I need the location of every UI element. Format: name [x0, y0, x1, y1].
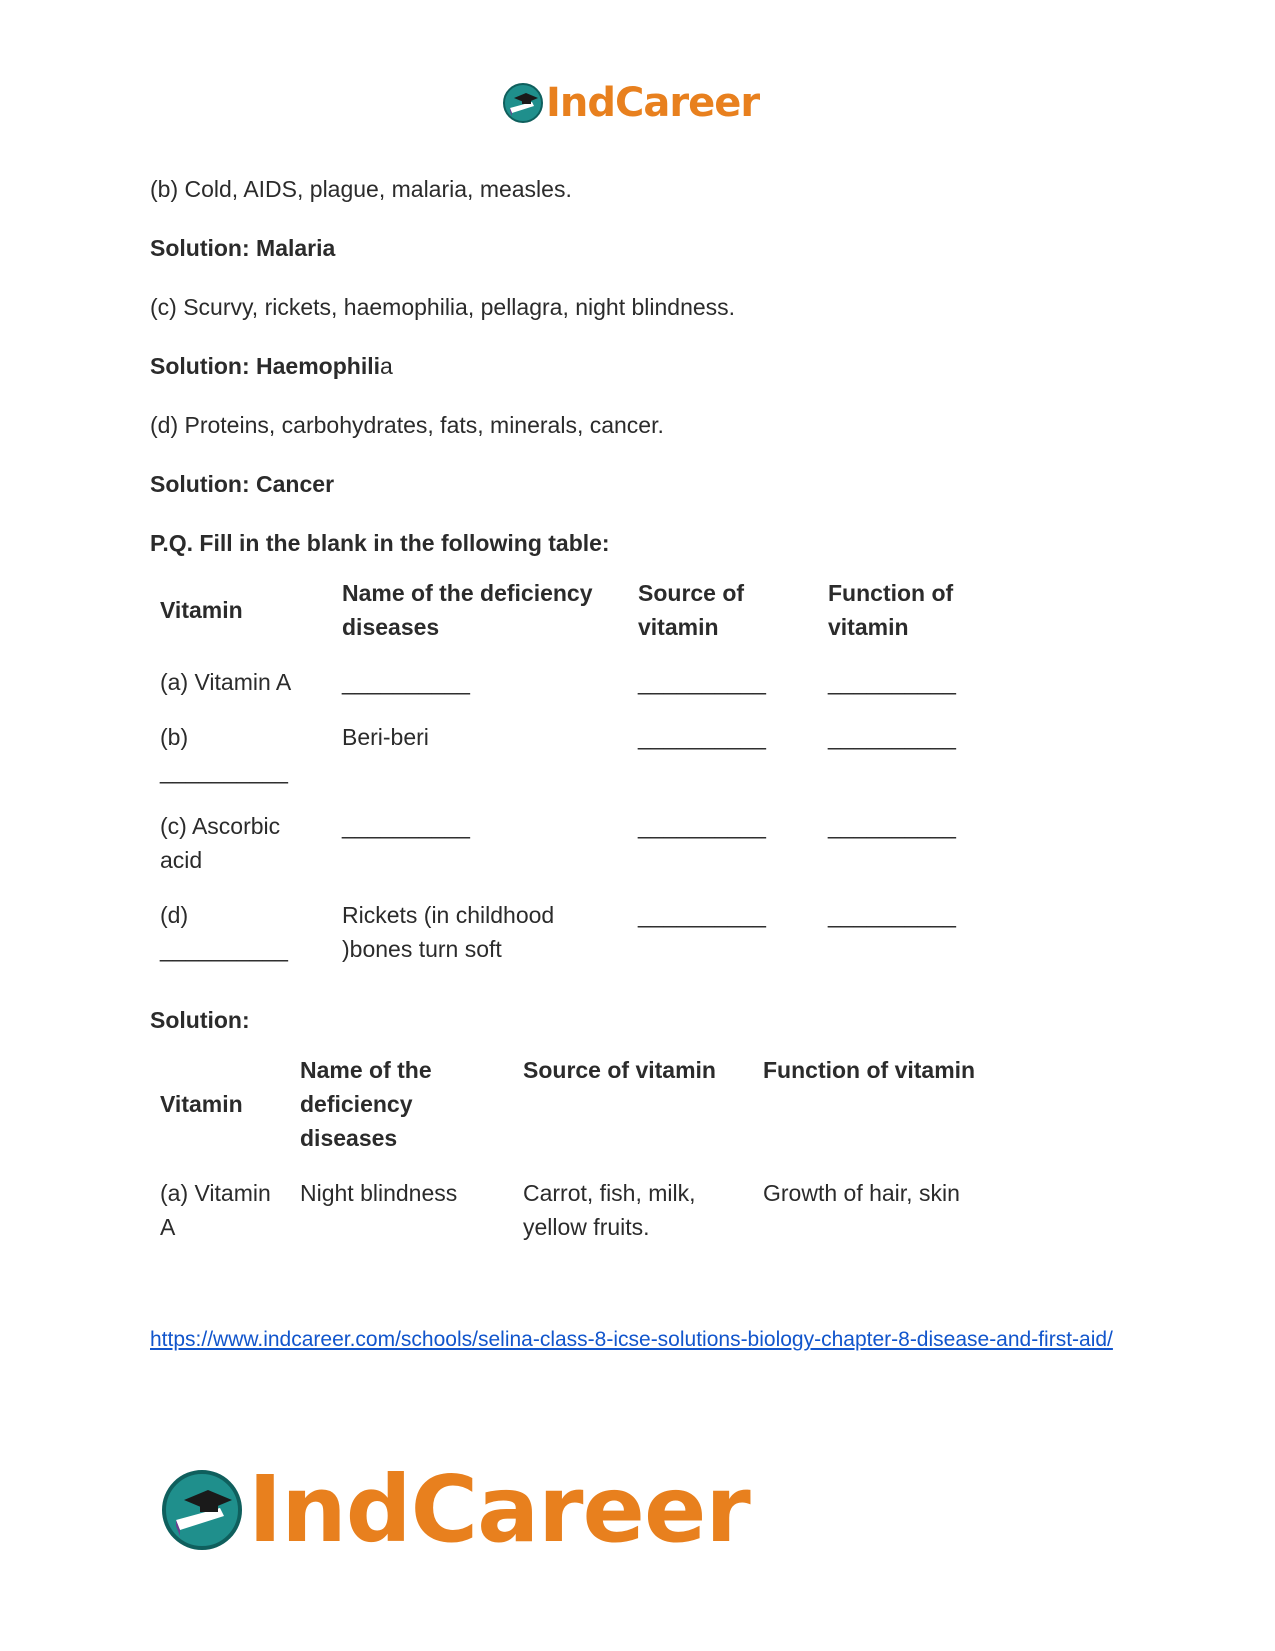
header-deficiency: Name of the deficiency diseases: [342, 580, 593, 640]
logo-text: IndCareer: [546, 80, 760, 126]
table-cell: __________: [828, 902, 956, 928]
header-function: Function of vitamin: [763, 1057, 976, 1083]
solution-answer: Haemophili: [256, 353, 380, 379]
table-cell: Growth of hair, skin: [763, 1180, 960, 1206]
header-deficiency: Name of the deficiency diseases: [300, 1057, 432, 1151]
table-row: [150, 898, 1018, 987]
footer-logo: [160, 1456, 750, 1563]
table-cell: Carrot, fish, milk, yellow fruits.: [523, 1180, 696, 1240]
header-function: Function of vitamin: [828, 580, 954, 640]
table-cell: (c) Ascorbic acid: [160, 813, 281, 873]
header-logo: [502, 80, 759, 126]
question-d: (d) Proteins, carbohydrates, fats, minerals, cancer.: [150, 412, 664, 438]
solution-label: Solution:: [150, 235, 257, 261]
question-table: [150, 576, 1018, 987]
solution-answer: Malaria: [256, 235, 336, 261]
solution-table: [150, 1053, 1013, 1265]
question-c: (c) Scurvy, rickets, haemophilia, pellagra, night blindness.: [150, 294, 736, 320]
header-vitamin: Vitamin: [160, 597, 243, 623]
solution-d: [150, 467, 1150, 501]
header-vitamin: Vitamin: [160, 1091, 243, 1117]
solution-answer-tail: a: [380, 353, 393, 379]
header-source: Source of vitamin: [638, 580, 745, 640]
table-cell: (a) Vitamin A: [160, 669, 292, 695]
page-content: [150, 172, 1150, 1355]
table-cell: __________: [342, 669, 470, 695]
table-cell: __________: [828, 813, 956, 839]
table-cell: __________: [638, 724, 766, 750]
table-cell: (b) __________: [160, 724, 288, 784]
table-cell: (a) Vitamin A: [160, 1180, 271, 1240]
graduation-cap-book-icon: [502, 82, 544, 124]
graduation-cap-book-icon: [160, 1468, 244, 1552]
table-cell: __________: [828, 669, 956, 695]
table-row: [150, 809, 1018, 898]
table-row: [150, 1176, 1013, 1265]
logo-text: IndCareer: [248, 1456, 750, 1563]
solution-answer: Cancer: [256, 471, 335, 497]
table-header-row: [150, 576, 1018, 665]
footer-link[interactable]: https://www.indcareer.com/schools/selina-class-8-icse-solutions-biology-chapter-8-disease-and-first-aid/: [150, 1328, 1113, 1351]
solution-b: [150, 231, 1150, 265]
solution-label: Solution:: [150, 353, 257, 379]
table-cell: __________: [638, 669, 766, 695]
pq-heading: P.Q. Fill in the blank in the following table:: [150, 530, 610, 556]
solution-c: [150, 349, 1150, 383]
table-cell: (d) __________: [160, 902, 288, 962]
table-cell: __________: [638, 902, 766, 928]
table-header-row: [150, 1053, 1013, 1176]
table-cell: __________: [828, 724, 956, 750]
table-cell: __________: [342, 813, 470, 839]
table-row: [150, 720, 1018, 809]
header-source: Source of vitamin: [523, 1057, 716, 1083]
table-cell: Night blindness: [300, 1180, 458, 1206]
solution-heading: Solution:: [150, 1007, 250, 1033]
table-cell: __________: [638, 813, 766, 839]
solution-label: Solution:: [150, 471, 257, 497]
table-cell: Beri-beri: [342, 724, 429, 750]
table-row: [150, 665, 1018, 720]
question-b: (b) Cold, AIDS, plague, malaria, measles.: [150, 176, 572, 202]
table-cell: Rickets (in childhood )bones turn soft: [342, 902, 555, 962]
